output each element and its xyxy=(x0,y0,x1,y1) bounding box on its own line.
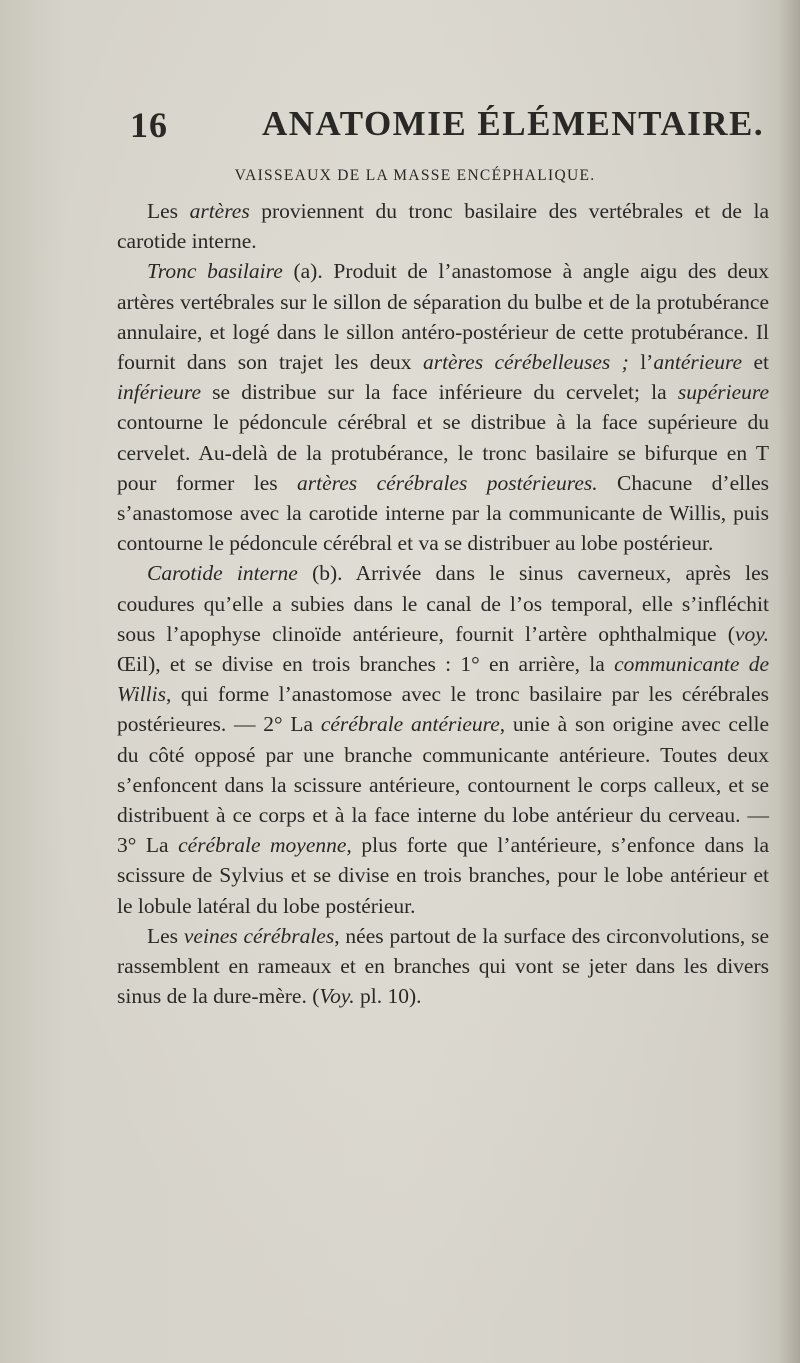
paragraph-tronc-basilaire: Tronc basilaire (a). Produit de l’anastomose à angle aigu des deux artères vertébrales sur le sillon de séparation du bulbe et de la protubérance annulaire, et logé dans le sillon antéro-postérieur de cette protubérance. Il fournit dans son trajet les deux artères cérébelleuses ; l’antérieure et inférieure se distribue sur la face inférieure du cervelet; la supérieure contourne le pédoncule cérébral et se distribue à la face supérieure du cervelet. Au-delà de la protubérance, le tronc basilaire se bifurque en T pour former les artères cérébrales postérieures. Chacune d’elles s’anastomose avec la carotide interne par la communicante de Willis, puis contourne le pédoncule cérébral et va se distribuer au lobe postérieur. xyxy=(117,259,770,556)
paragraph-arteres: Les artères proviennent du tronc basilaire des vertébrales et de la carotide interne. xyxy=(117,199,769,254)
paragraph-carotide-interne: Carotide interne (b). Arrivée dans le sinus caverneux, après les coudures qu’elle a subies dans le canal de l’os temporal, elle s’infléchit sous l’apophyse clinoïde antérieure, fournit l’artère ophthalmique (voy. Œil), et se divise en trois branches : 1° en arrière, la communicante de Willis, qui forme l’anastomose avec le tronc basilaire par les cérébrales postérieures. — 2° La cérébrale antérieure, unie à son origine avec celle du côté opposé par une branche communicante antérieure. Toutes deux s’enfoncent dans la scissure antérieure, contournent le corps calleux, et se distribuent à ce corps et à la face interne du lobe antérieur du cerveau. — 3° La cérébrale moyenne, plus forte que l’antérieure, s’enfonce dans la scissure de Sylvius et se divise en trois branches, pour le lobe antérieur et le lobule latéral du lobe postérieur. xyxy=(117,561,769,918)
running-title: ANATOMIE ÉLÉMENTAIRE. xyxy=(262,104,765,143)
section-heading: VAISSEAUX DE LA MASSE ENCÉPHALIQUE. xyxy=(234,167,596,184)
body-text xyxy=(117,196,769,1011)
page-number: 16 xyxy=(130,105,168,145)
paragraph-veines-cerebrales: Les veines cérébrales, nées partout de la surface des circonvolutions, se rassemblent en rameaux et en branches qui vont se jeter dans les divers sinus de la dure-mère. (Voy. pl. 10). xyxy=(117,923,769,1009)
page-header xyxy=(130,104,770,152)
